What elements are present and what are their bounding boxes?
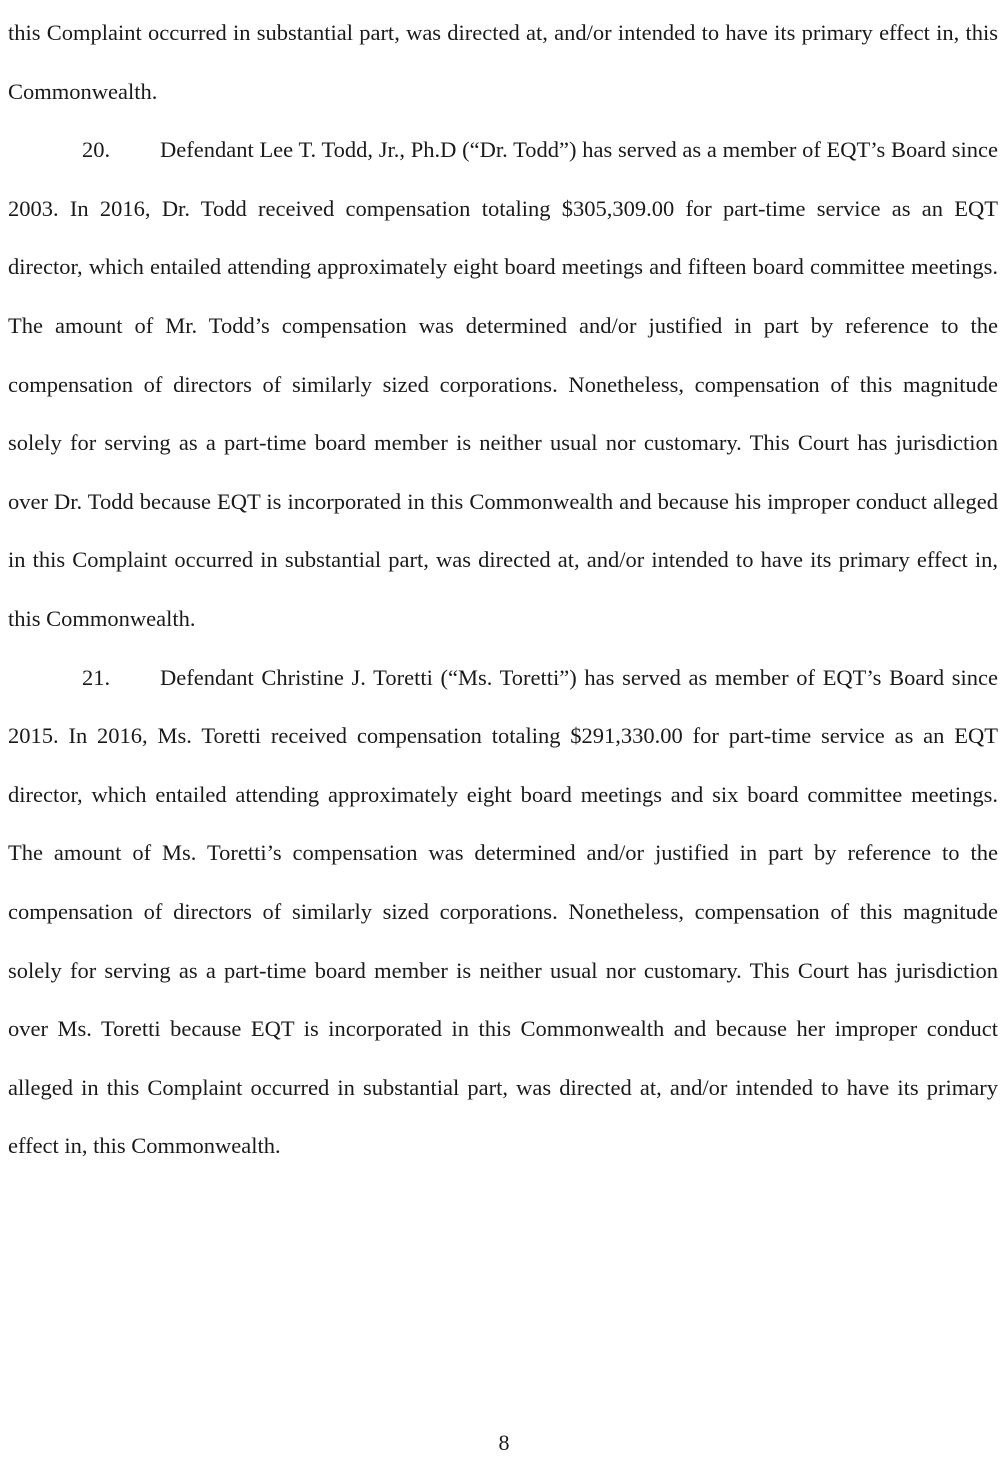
- page-number: 8: [498, 1430, 510, 1455]
- paragraph-text: Defendant Christine J. Toretti (“Ms. Toretti”) has served as member of EQT’s Board since 2015. In 2016, Ms. Toretti received compensation totaling $291,330.00 for part-time service as an EQT director, which entailed attending approximately eight board meetings and six board committee meetings. The amount of Ms. Toretti’s compensation was determined and/or justified in part by reference to the compensation of directors of similarly sized corporations. Nonetheless, compensation of this magnitude solely for serving as a part-time board member is neither usual nor customary. This Court has jurisdiction over Ms. Toretti because EQT is incorporated in this Commonwealth and because her improper conduct alleged in this Complaint occurred in substantial part, was directed at, and/or intended to have its primary effect in, this Commonwealth.: [8, 664, 998, 1159]
- paragraph-number: 20.: [82, 137, 111, 163]
- paragraph-21: [8, 649, 998, 1176]
- document-body: [8, 4, 998, 1176]
- paragraph-number: 21.: [82, 664, 111, 690]
- paragraph-text: Defendant Lee T. Todd, Jr., Ph.D (“Dr. Todd”) has served as a member of EQT’s Board since 2003. In 2016, Dr. Todd received compensation totaling $305,309.00 for part-time service as an EQT director, which entailed attending approximately eight board meetings and fifteen board committee meetings. The amount of Mr. Todd’s compensation was determined and/or justified in part by reference to the compensation of directors of similarly sized corporations. Nonetheless, compensation of this magnitude solely for serving as a part-time board member is neither usual nor customary. This Court has jurisdiction over Dr. Todd because EQT is incorporated in this Commonwealth and because his improper conduct alleged in this Complaint occurred in substantial part, was directed at, and/or intended to have its primary effect in, this Commonwealth.: [8, 137, 998, 631]
- paragraph-20: [8, 121, 998, 648]
- continuation-paragraph: this Complaint occurred in substantial part, was directed at, and/or intended to have its primary effect in, this Commonwealth.: [8, 20, 998, 104]
